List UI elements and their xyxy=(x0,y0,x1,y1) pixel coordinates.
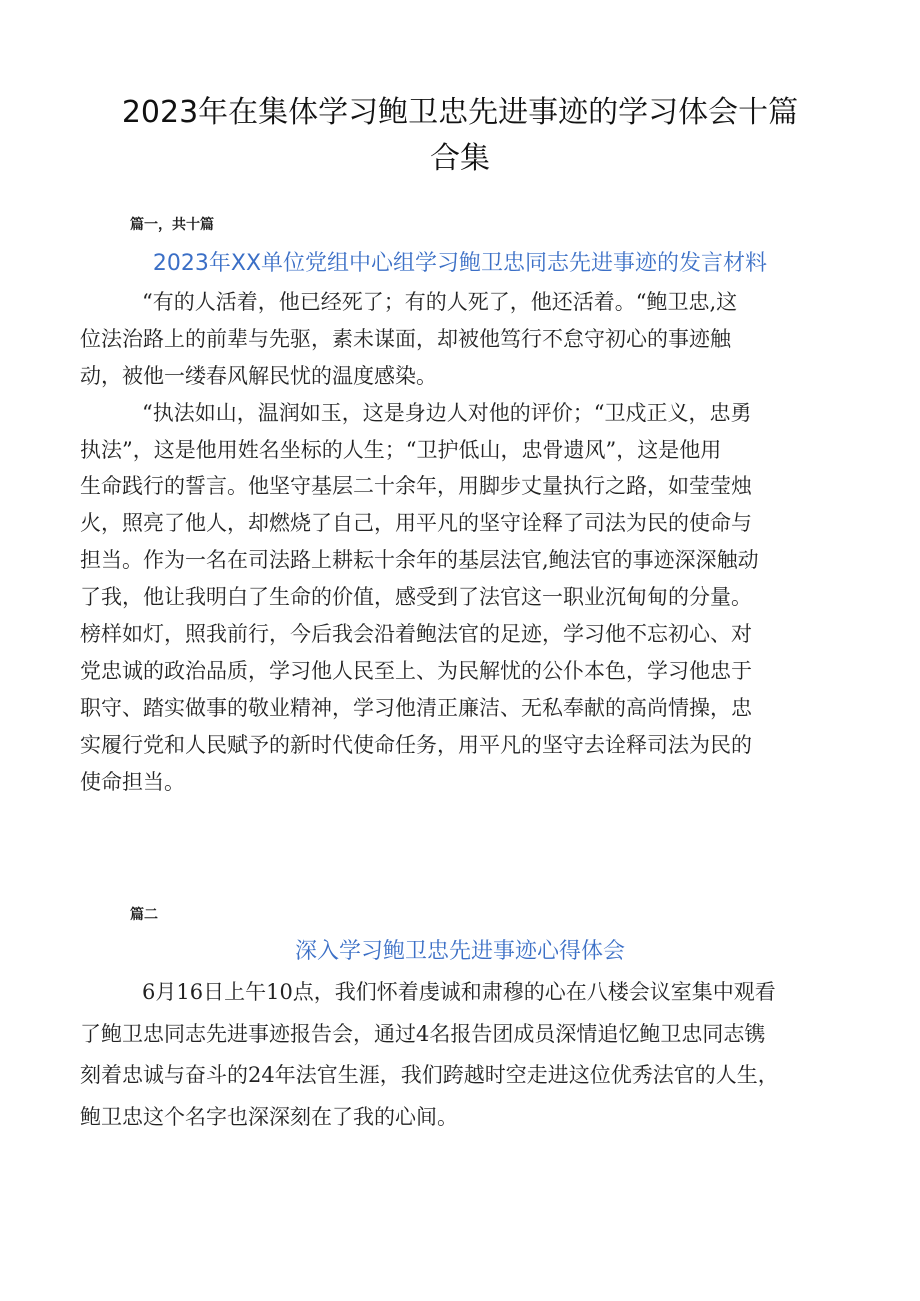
paragraph-line: 生命践行的誓言。他坚守基层二十余年，用脚步丈量执行之路，如莹莹烛 xyxy=(80,474,752,499)
paragraph-line: 担当。作为一名在司法路上耕耘十余年的基层法官,鲍法官的事迹深深触动 xyxy=(80,548,759,573)
paragraph-line: 党忠诚的政治品质，学习他人民至上、为民解忧的公仆本色，学习他忠于 xyxy=(80,658,752,683)
paragraph-line: 位法治路上的前辈与先驱，素未谋面，却被他笃行不怠守初心的事迹触 xyxy=(80,326,731,351)
document-title xyxy=(60,90,860,182)
paragraph-line: 刻着忠诚与奋斗的24年法官生涯，我们跨越时空走进这位优秀法官的人生， xyxy=(80,1063,779,1087)
paragraph-line: 执法”，这是他用姓名坐标的人生；“卫护低山，忠骨遗风”，这是他用 xyxy=(80,437,722,462)
paragraph-line: 鲍卫忠这个名字也深深刻在了我的心间。 xyxy=(80,1104,458,1129)
paragraph-line: 6月16日上午10点，我们怀着虔诚和肃穆的心在八楼会议室集中观看 xyxy=(142,980,776,1004)
paragraph-line: “有的人活着，他已经死了；有的人死了，他还活着。“鲍卫忠,这 xyxy=(142,290,738,314)
document-title-line: 合集 xyxy=(430,141,490,176)
document-title-line: 2023年在集体学习鲍卫忠先进事迹的学习体会十篇 xyxy=(121,95,799,130)
paragraph-line: 了我，他让我明白了生命的价值，感受到了法官这一职业沉甸甸的分量。 xyxy=(80,585,752,610)
paragraph-line: “执法如山，温润如玉，这是身边人对他的评价；“卫戍正义，忠勇 xyxy=(142,400,752,425)
paragraph-line: 职守、踏实做事的敬业精神，学习他清正廉洁、无私奉献的高尚情操，忠 xyxy=(80,695,752,720)
section-heading: 2023年XX单位党组中心组学习鲍卫忠同志先进事迹的发言材料 xyxy=(152,251,768,276)
paragraph-line: 了鲍卫忠同志先进事迹报告会，通过4名报告团成员深情追忆鲍卫忠同志镌 xyxy=(80,1021,766,1046)
section-heading: 深入学习鲍卫忠先进事迹心得体会 xyxy=(294,939,625,964)
section-body xyxy=(80,972,860,1138)
paragraph-line: 使命担当。 xyxy=(80,769,185,794)
paragraph-line: 动，被他一缕春风解民忧的温度感染。 xyxy=(80,363,437,388)
paragraph-line: 实履行党和人民赋予的新时代使命任务，用平凡的坚守去诠释司法为民的 xyxy=(80,732,752,757)
paragraph-line: 火，照亮了他人，却燃烧了自己，用平凡的坚守诠释了司法为民的使命与 xyxy=(80,511,752,536)
section-label: 篇二 xyxy=(130,907,158,923)
section-label: 篇一，共十篇 xyxy=(130,217,214,233)
paragraph-line: 榜样如灯，照我前行，今后我会沿着鲍法官的足迹，学习他不忘初心、对 xyxy=(80,622,752,647)
section-body xyxy=(80,284,860,800)
